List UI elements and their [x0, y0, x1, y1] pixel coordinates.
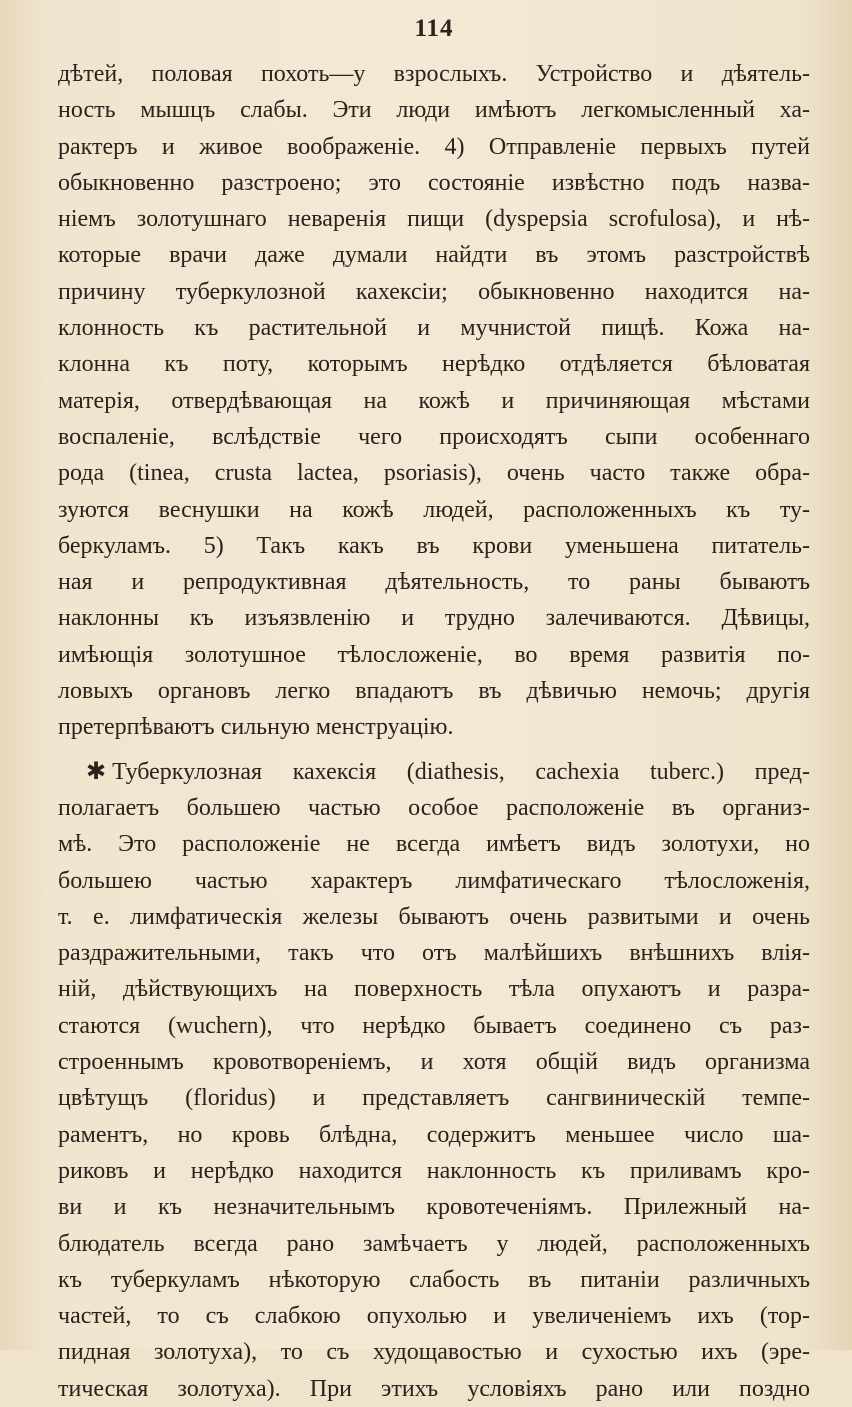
text-line: къ туберкуламъ нѣкоторую слабость въ питаніи различныхъ — [58, 1266, 810, 1293]
text-line: рода (tinea, crusta lactea, psoriasis), очень часто также обра- — [58, 460, 810, 487]
text-line: блюдатель всегда рано замѣчаетъ у людей, расположенныхъ — [58, 1230, 810, 1257]
text-line: ность мышцъ слабы. Эти люди имѣютъ легкомысленный ха- — [58, 97, 810, 124]
text-line-first — [58, 754, 810, 790]
text-line: воспаленіе, вслѣдствіе чего происходятъ сыпи особеннаго — [58, 423, 810, 450]
paragraph-2 — [58, 754, 810, 1407]
text-line: клонна къ поту, которымъ нерѣдко отдѣляется бѣловатая — [58, 351, 810, 378]
text-line: раментъ, но кровь блѣдна, содержитъ меньшее число ша- — [58, 1121, 810, 1148]
text-line: дѣтей, половая похоть—у взрослыхъ. Устройство и дѣятель- — [58, 61, 810, 87]
footnote-marker: ✱ — [86, 758, 107, 785]
text-line-content: Туберкулозная кахексія (diathesis, cachexia tuberc.) пред- — [112, 758, 810, 785]
text-line: наклонны къ изъязвленію и трудно залечиваются. Дѣвицы, — [58, 605, 810, 632]
text-line: пидная золотуха), то съ худощавостью и сухостью ихъ (эре- — [58, 1339, 810, 1366]
text-line: цвѣтущъ (floridus) и представляетъ сангвиническій темпе- — [58, 1085, 810, 1112]
text-line: строеннымъ кровотвореніемъ, и хотя общій видъ организма — [58, 1049, 810, 1076]
text-line: рактеръ и живое воображеніе. 4) Отправленіе первыхъ путей — [58, 133, 810, 160]
paragraph-1 — [58, 56, 810, 746]
page-number: 114 — [414, 15, 454, 42]
text-line: обыкновенно разстроено; это состояніе извѣстно подъ назва- — [58, 169, 810, 196]
text-line: ловыхъ органовъ легко впадаютъ въ дѣвичью немочь; другія — [58, 678, 810, 705]
text-line: причину туберкулозной кахексіи; обыкновенно находится на- — [58, 278, 810, 305]
text-line: претерпѣваютъ сильную менструацію. — [58, 714, 454, 741]
text-line: ви и къ незначительнымъ кровотеченіямъ. Прилежный на- — [58, 1194, 810, 1221]
text-line: раздражительными, такъ что отъ малѣйшихъ внѣшнихъ влія- — [58, 940, 810, 967]
text-line: риковъ и нерѣдко находится наклонность къ приливамъ кро- — [58, 1157, 810, 1184]
paragraph-gap — [58, 746, 810, 754]
text-line: мѣ. Это расположеніе не всегда имѣетъ видъ золотухи, но — [58, 831, 810, 858]
text-line: частей, то съ слабкою опухолью и увеличеніемъ ихъ (тор- — [58, 1303, 810, 1330]
text-line: т. е. лимфатическія железы бываютъ очень развитыми и очень — [58, 903, 810, 930]
text-line: большею частью характеръ лимфатическаго тѣлосложенія, — [58, 867, 810, 894]
text-line: зуются веснушки на кожѣ людей, расположенныхъ къ ту- — [58, 496, 810, 523]
text-line: имѣющія золотушное тѣлосложеніе, во время развитія по- — [58, 641, 810, 668]
text-line: тическая золотуха). При этихъ условіяхъ рано или поздно — [58, 1375, 810, 1402]
text-line: полагаетъ большею частью особое расположеніе въ организ- — [58, 794, 810, 821]
text-line: стаются (wuchern), что нерѣдко бываетъ соединено съ раз- — [58, 1012, 810, 1039]
text-line: беркуламъ. 5) Такъ какъ въ крови уменьшена питатель- — [58, 532, 810, 559]
text-line: клонность къ растительной и мучнистой пищѣ. Кожа на- — [58, 315, 810, 342]
text-line: ная и репродуктивная дѣятельность, то раны бываютъ — [58, 569, 810, 596]
text-line: ній, дѣйствующихъ на поверхность тѣла опухаютъ и разра- — [58, 976, 810, 1003]
text-line: матерія, отвердѣвающая на кожѣ и причиняющая мѣстами — [58, 387, 810, 414]
body-text — [58, 56, 810, 1407]
text-line: ніемъ золотушнаго неваренія пищи (dyspepsia scrofulosa), и нѣ- — [58, 206, 810, 233]
text-line: которые врачи даже думали найдти въ этомъ разстройствѣ — [58, 242, 810, 269]
